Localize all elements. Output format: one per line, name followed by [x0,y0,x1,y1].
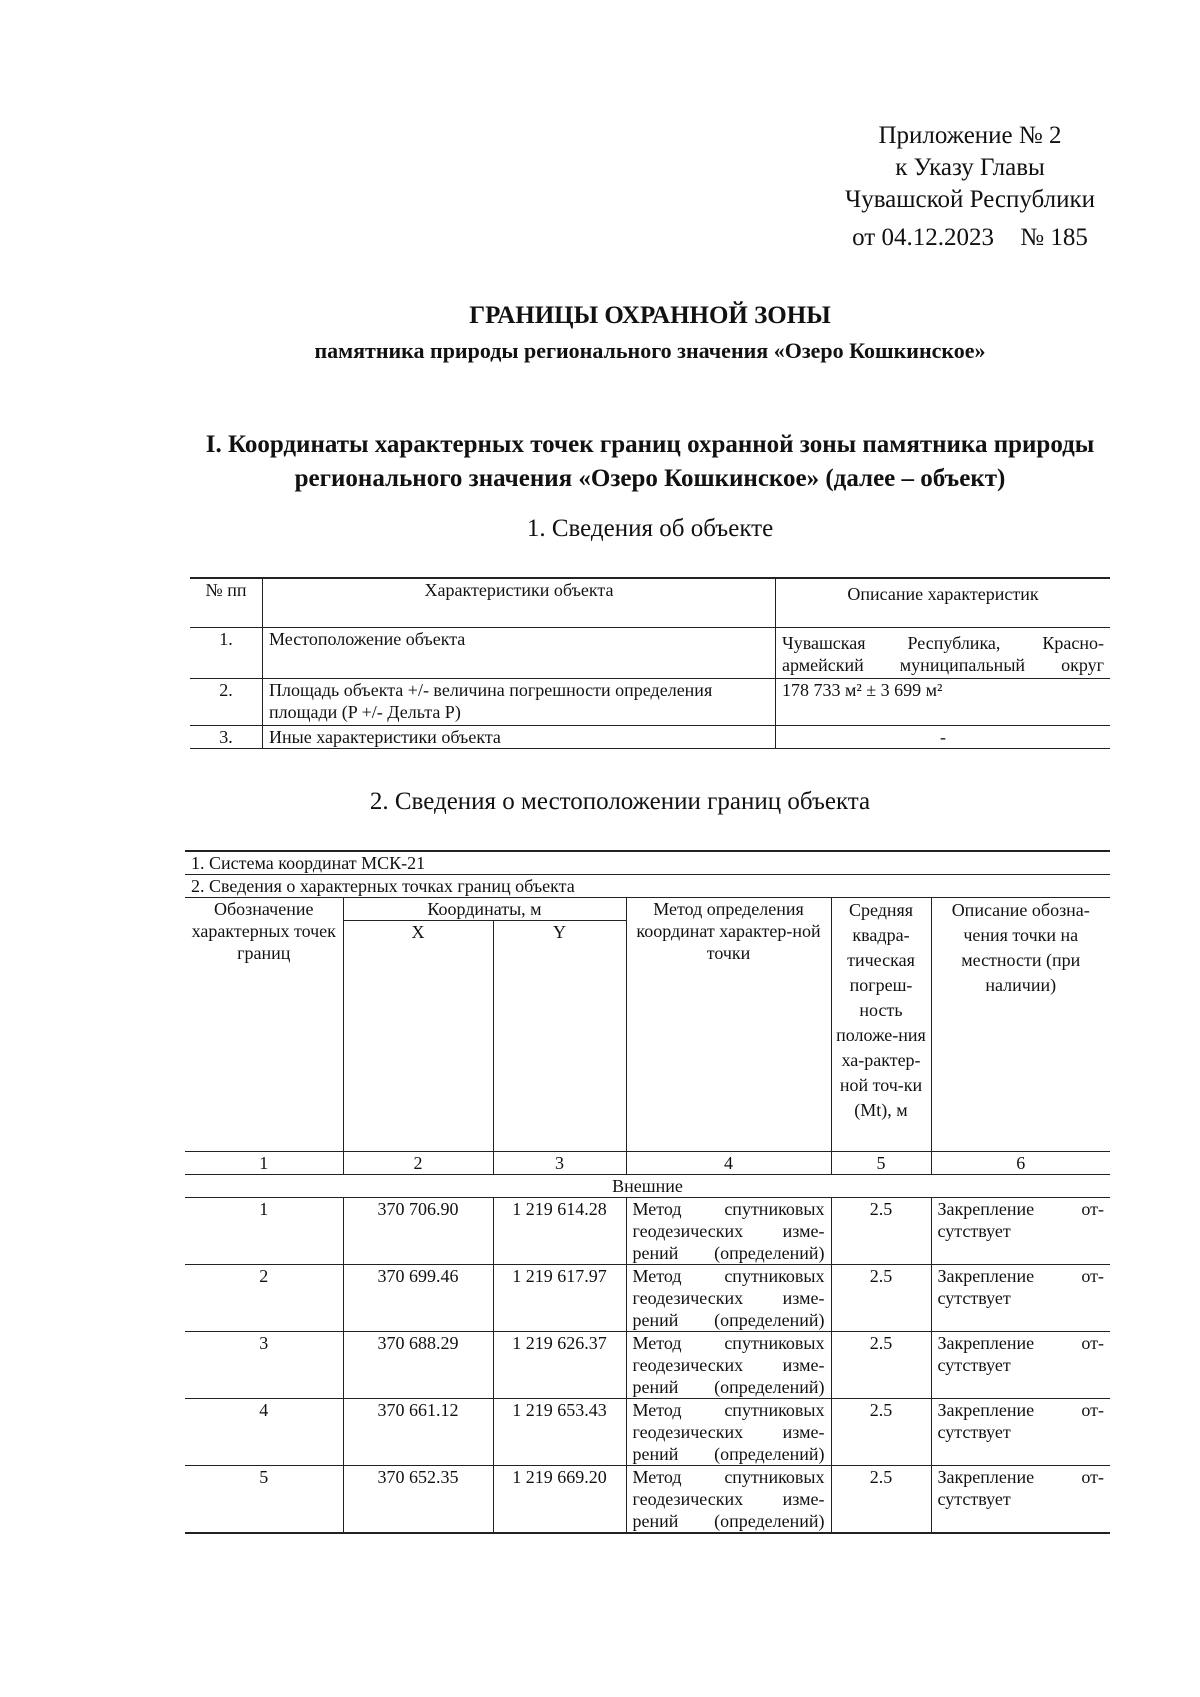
coordinate-system-row [185,851,1110,875]
point-method: Метод спутниковых геодезических изме-рений (определений) [626,1198,831,1265]
point-method: Метод спутниковых геодезических изме-рений (определений) [626,1399,831,1466]
document-subtitle: памятника природы регионального значения «Озеро Кошкинское» [314,338,986,363]
subsection-boundary-location: 2. Сведения о местоположении границ объекта [369,788,871,815]
point-y: 1 219 617.97 [493,1265,626,1332]
point-id: 5 [185,1466,343,1534]
appendix-number: № 185 [1020,224,1088,251]
header-designation: Обозначение характерных точек границ [185,898,343,1152]
point-id: 3 [185,1332,343,1399]
point-mt: 2.5 [831,1198,931,1265]
point-x: 370 652.35 [343,1466,493,1534]
point-x: 370 661.12 [343,1399,493,1466]
point-description: Закрепление от-сутствует [931,1265,1110,1332]
point-method: Метод спутниковых геодезических изме-рений (определений) [626,1332,831,1399]
appendix-date: от 04.12.2023 [852,224,994,251]
header-num: № пп [190,578,263,628]
boundary-points-table [185,850,1110,1534]
row-characteristic: Местоположение объекта [263,628,776,679]
header-description: Описание характеристик [776,578,1111,628]
appendix-header [820,120,1120,254]
point-description: Закрепление от-сутствует [931,1332,1110,1399]
table-row [185,1399,1110,1466]
header-characteristics: Характеристики объекта [263,578,776,628]
point-mt: 2.5 [831,1466,931,1534]
row-characteristic: Площадь объекта +/- величина погрешности определения площади (P +/- Дельта P) [263,679,776,726]
point-y: 1 219 669.20 [493,1466,626,1534]
point-x: 370 699.46 [343,1265,493,1332]
column-numbers-row [185,1152,1110,1175]
row-num: 2. [190,679,263,726]
row-num: 1. [190,628,263,679]
group-label: Внешние [185,1175,1110,1198]
point-id: 2 [185,1265,343,1332]
table-row [185,1466,1110,1534]
table-row [190,726,1110,749]
table-row [185,1198,1110,1265]
point-id: 1 [185,1198,343,1265]
header-x: X [343,921,493,1152]
point-method: Метод спутниковых геодезических изме-рений (определений) [626,1466,831,1534]
point-mt: 2.5 [831,1332,931,1399]
table-row [185,1332,1110,1399]
appendix-line3: Чувашской Республики [844,186,1096,213]
points-title: 2. Сведения о характерных точках границ объекта [185,875,1110,898]
table-header-row [185,898,1110,921]
row-description: Чувашская Республика, Красно-армейский муниципальный округ [776,628,1111,679]
column-number: 6 [931,1152,1110,1175]
point-description: Закрепление от-сутствует [931,1466,1110,1534]
header-coordinates: Координаты, м [343,898,626,921]
point-method: Метод спутниковых геодезических изме-рений (определений) [626,1265,831,1332]
point-y: 1 219 653.43 [493,1399,626,1466]
subsection-object-info: 1. Сведения об объекте [526,515,774,542]
row-description: - [776,726,1111,749]
point-description: Закрепление от-сутствует [931,1198,1110,1265]
group-row [185,1175,1110,1198]
header-mean-error: Средняя квадра-тическая погреш-ность положе-ния ха-рактер-ной точ-ки (Mt), м [831,898,931,1152]
table-row [190,628,1110,679]
column-number: 2 [343,1152,493,1175]
appendix-dateline [820,222,1120,254]
point-description: Закрепление от-сутствует [931,1399,1110,1466]
column-number: 1 [185,1152,343,1175]
point-y: 1 219 626.37 [493,1332,626,1399]
appendix-line1: Приложение № 2 [878,122,1062,149]
table-row [190,679,1110,726]
header-method: Метод определения координат характер-ной точки [626,898,831,1152]
document-title: ГРАНИЦЫ ОХРАННОЙ ЗОНЫ [469,302,831,329]
row-num: 3. [190,726,263,749]
point-id: 4 [185,1399,343,1466]
column-number: 4 [626,1152,831,1175]
points-title-row [185,875,1110,898]
table-header-row [190,578,1110,628]
point-mt: 2.5 [831,1399,931,1466]
header-y: Y [493,921,626,1152]
row-description: 178 733 м² ± 3 699 м² [776,679,1111,726]
object-info-table [190,577,1110,749]
column-number: 5 [831,1152,931,1175]
appendix-line2: к Указу Главы [895,154,1045,181]
coordinate-system: 1. Система координат МСК-21 [185,851,1110,875]
point-y: 1 219 614.28 [493,1198,626,1265]
point-x: 370 706.90 [343,1198,493,1265]
row-characteristic: Иные характеристики объекта [263,726,776,749]
column-number: 3 [493,1152,626,1175]
header-point-description: Описание обозна-чения точки на местности (при наличии) [931,898,1110,1152]
point-x: 370 688.29 [343,1332,493,1399]
table-row [185,1265,1110,1332]
point-mt: 2.5 [831,1265,931,1332]
section-heading: I. Координаты характерных точек границ охранной зоны памятника природы регионального значения «Озеро Кошкинское» (далее – объект) [205,431,1095,492]
